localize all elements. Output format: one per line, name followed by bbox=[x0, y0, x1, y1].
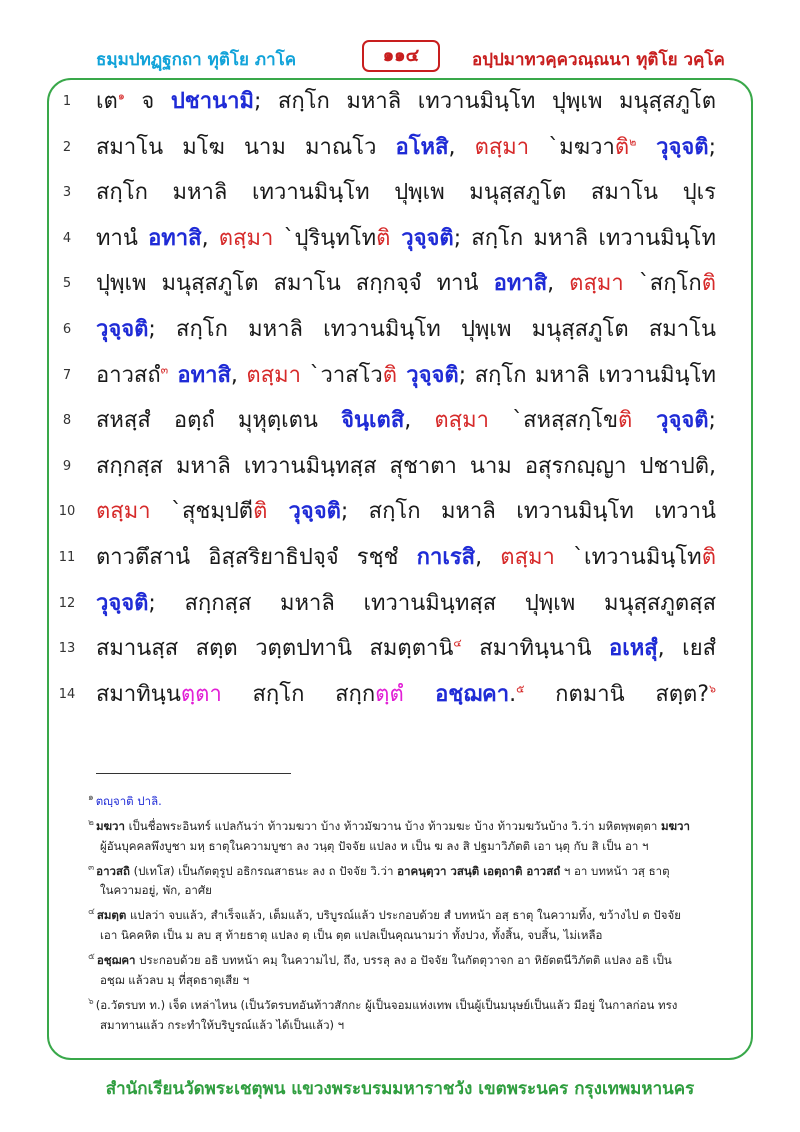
line-number: 4 bbox=[62, 230, 72, 246]
magenta-word: ตฺตา bbox=[180, 681, 222, 707]
text-line: 14 สมาทินฺนตฺตา สกฺโก สกฺกตฺตํ อชฺฌคา.$^๕$ กตมานิ สตฺต?$^๖$ bbox=[0, 672, 800, 718]
footnote-ref: ๔ bbox=[453, 636, 462, 650]
footnote-ref: ๓ bbox=[160, 363, 169, 377]
text-body bbox=[0, 79, 800, 717]
line-number: 1 bbox=[62, 94, 72, 109]
line-number: 11 bbox=[58, 549, 76, 565]
verb: วุจฺจติ bbox=[397, 362, 459, 388]
verb: วุจฺจติ bbox=[632, 408, 709, 434]
footnote: $^๔$ สมตฺต แปลว่า จบแล้ว, สำเร็จแล้ว, เต็มแล้ว, บริบูรณ์แล้ว ประกอบด้วย สํ บทหน้า อสฺ ธาตุ ในความทิ้ง, ขว้างไป ต ปัจจัย เอา นิคคหิต เป็น ม ลบ สฺ ท้ายธาตุ แปลง ตฺ เป็น ตฺต แปลเป็นคุณนามว่า ทั้งปวง, ทั้งสิ้น, จบสิ้น, ไม่เหลือ bbox=[88, 907, 681, 943]
footnote: $^๑$ ตญฺจาติ ปาลิ. bbox=[88, 793, 162, 808]
red-word: ตสฺมา bbox=[218, 225, 274, 251]
verb: อทาสิ bbox=[168, 362, 231, 388]
line-number: 2 bbox=[62, 139, 72, 155]
verb: วุจฺจติ bbox=[390, 225, 454, 251]
red-word: ตสฺมา bbox=[569, 271, 624, 297]
line-number: 14 bbox=[58, 686, 76, 702]
footnote-ref: ๑ bbox=[117, 89, 125, 103]
footnote-divider bbox=[96, 773, 291, 774]
page-header bbox=[0, 38, 800, 78]
text-line: 11 ตาวตึสานํ อิสฺสริยาธิปจฺจํ รชฺชํ กาเรสิ, ตสฺมา `เทวานมินฺโทติ bbox=[0, 535, 800, 581]
line-number: 3 bbox=[62, 185, 72, 201]
footnote: $^๕$ อชฺฌคา ประกอบด้วย อธิ บทหน้า คมฺ ในความไป, ถึง, บรรลุ ลง อ ปัจจัย ในกัตตุวาจก อา หิยัตตนีวิภัตติ แปลง อธิ เป็น อชฺฌ แล้วลบ มฺ ที่สุดธาตุเสีย ฯ bbox=[88, 952, 672, 988]
red-word: ตสฺมา bbox=[500, 544, 555, 570]
text-line: 9 สกฺกสฺส มหาลิ เทวานมินฺทสฺส สุชาตา นาม อสุรกญฺญา ปชาปติ, bbox=[0, 444, 800, 490]
red-word: ตสฺมา bbox=[96, 499, 151, 525]
footnote-ref: ๒ bbox=[629, 135, 637, 149]
verb: วุจฺจติ bbox=[267, 499, 341, 525]
line-number: 6 bbox=[62, 321, 72, 337]
verb: วุจฺจติ bbox=[96, 590, 149, 616]
verb: กาเรสิ bbox=[416, 544, 476, 570]
text-line: 1 เต$^๑$ จ ปชานามิ; สกฺโก มหาลิ เทวานมินฺโท ปุพฺเพ มนุสฺสภูโต bbox=[0, 79, 800, 125]
line-number: 12 bbox=[58, 595, 76, 611]
footnote: $^๓$ อาวสถิ (ปเทโส) เป็นกัตตุรูป อธิกรณสาธนะ ลง ถ ปัจจัย วิ.ว่า อาคนฺตฺวา วสนฺติ เอตฺถาติ อาวสถํ ฯ อา บทหน้า วสฺ ธาตุ ในความอยู่, พัก, อาศัย bbox=[88, 862, 670, 898]
text-line: 7 อาวสถํ$^๓$ อทาสิ, ตสฺมา `วาสโวติ วุจฺจติ; สกฺโก มหาลิ เทวานมินฺโท bbox=[0, 353, 800, 399]
verb: วุจฺจติ bbox=[96, 316, 149, 342]
book-title: ธมฺมปทฏฺฐกถา ทุติโย ภาโค bbox=[96, 50, 297, 70]
line-number: 13 bbox=[58, 641, 76, 657]
line-number: 7 bbox=[62, 367, 72, 383]
red-word: ตสฺมา bbox=[246, 362, 301, 388]
page-number: ๑๑๔ bbox=[362, 40, 440, 72]
line-number: 8 bbox=[62, 413, 72, 429]
verb: วุจฺจติ bbox=[636, 134, 709, 160]
footnote-ref: ๕ bbox=[516, 682, 525, 696]
text-line: 5 ปุพฺเพ มนุสฺสภูโต สมาโน สกฺกจฺจํ ทานํ อทาสิ, ตสฺมา `สกฺโกติ bbox=[0, 261, 800, 307]
magenta-word: ตฺตํ bbox=[375, 681, 404, 707]
footnote: $^๒$ มฆวา เป็นชื่อพระอินทร์ แปลกันว่า ท้าวมฆวา บ้าง ท้าวมัฆวาน บ้าง ท้าวมฆะ บ้าง ท้าวมฆวันบ้าง วิ.ว่า มหิตพฺพตฺตา มฆวา ผู้อันบุคคลพึงบูชา มหฺ ธาตุในความบูชา ลง วนฺตุ ปัจจัย แปลง ห เป็น ฆ ลง สิ ปฐมาวิภัตติ เอา นฺตุ กับ สิ เป็น อา ฯ bbox=[88, 817, 690, 853]
footnote: $^๖$ (อ.วัตรบท ท.) เจ็ด เหล่าไหน (เป็นวัตรบทอันท้าวสักกะ ผู้เป็นจอมแห่งเทพ เป็นผู้เป็นมนุษย์เป็นแล้ว มีอยู่ ในกาลก่อน ทรง สมาทานแล้ว กระทำให้บริบูรณ์แล้ว ได้เป็นแล้ว) ฯ bbox=[88, 997, 678, 1032]
line-number: 9 bbox=[62, 458, 72, 474]
text-line: 6 วุจฺจติ; สกฺโก มหาลิ เทวานมินฺโท ปุพฺเพ มนุสฺสภูโต สมาโน bbox=[0, 307, 800, 353]
text-line: 8 สหสฺสํ อตฺถํ มุหุตฺเตน จินฺเตสิ, ตสฺมา `สหสฺสกฺโขติ วุจฺจติ; bbox=[0, 398, 800, 444]
red-word: ตสฺมา bbox=[434, 408, 489, 434]
text-line: 3 สกฺโก มหาลิ เทวานมินฺโท ปุพฺเพ มนุสฺสภูโต สมาโน ปุเร bbox=[0, 170, 800, 216]
line-number: 10 bbox=[58, 504, 76, 520]
line-number: 5 bbox=[62, 276, 72, 292]
verb: อทาสิ bbox=[148, 225, 202, 251]
footnote-ref: ๖ bbox=[709, 682, 716, 696]
text-line: 2 สมาโน มโฆ นาม มาณโว อโหสิ, ตสฺมา `มฆวาติ$^๒$ วุจฺจติ; bbox=[0, 125, 800, 171]
verb: อโหสิ bbox=[395, 134, 449, 160]
page-footer: สำนักเรียนวัดพระเชตุพน แขวงพระบรมมหาราชวัง เขตพระนคร กรุงเทพมหานคร bbox=[105, 1079, 695, 1099]
verb: อชฺฌคา bbox=[403, 681, 510, 707]
verb: จินฺเตสิ bbox=[341, 408, 405, 434]
text-line: 12 วุจฺจติ; สกฺกสฺส มหาลิ เทวานมินฺทสฺส ปุพฺเพ มนุสฺสภูตสฺส bbox=[0, 581, 800, 627]
verb: ปชานามิ bbox=[170, 89, 254, 114]
footnotes bbox=[88, 788, 728, 1037]
text-line: 10 ตสฺมา `สุชมฺปตีติ วุจฺจติ; สกฺโก มหาลิ เทวานมินฺโท เทวานํ bbox=[0, 489, 800, 535]
chapter-title: อปฺปมาทวคฺควณฺณนา ทุติโย วคฺโค bbox=[472, 50, 725, 70]
verb: อเหสุํ bbox=[609, 636, 658, 662]
text-line: 13 สมานสฺส สตฺต วตฺตปทานิ สมตฺตานิ$^๔$ สมาทินฺนานิ อเหสุํ, เยสํ bbox=[0, 626, 800, 672]
text-line: 4 ทานํ อทาสิ, ตสฺมา `ปุรินฺทโทติ วุจฺจติ; สกฺโก มหาลิ เทวานมินฺโท bbox=[0, 216, 800, 262]
verb: อทาสิ bbox=[493, 271, 548, 297]
red-word: ตสฺมา bbox=[474, 134, 530, 160]
